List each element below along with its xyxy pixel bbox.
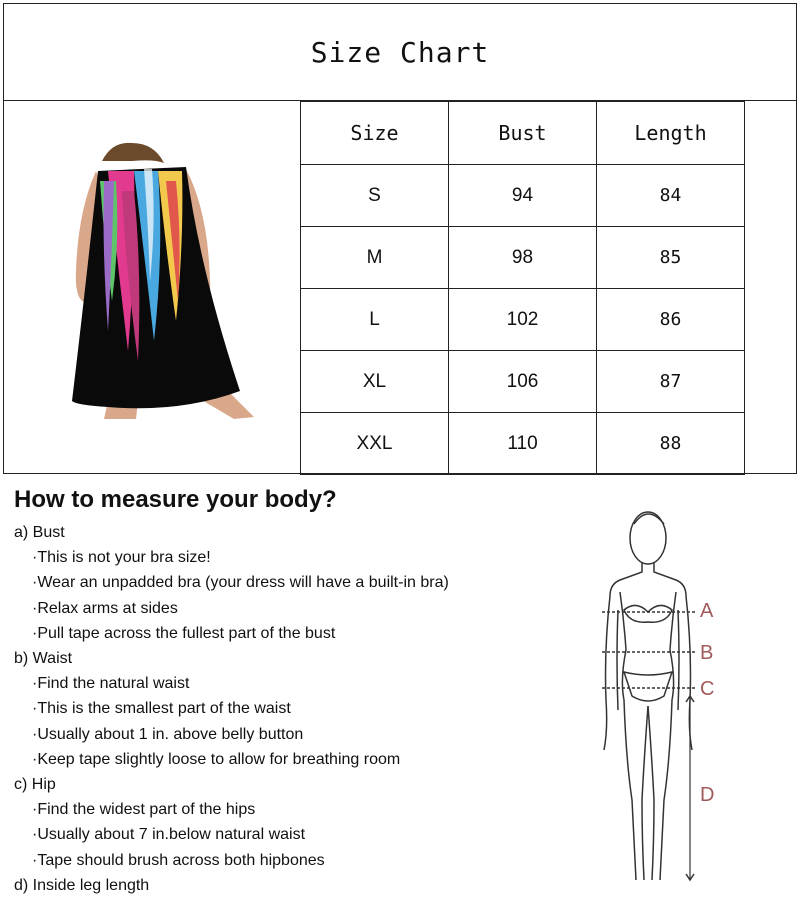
list-item: ·Usually about 7 in.below natural waist [32,826,306,844]
length-cell: 85 [597,227,745,289]
bust-cell: 94 [449,165,597,227]
length-cell: 86 [597,289,745,351]
list-item: ·Relax arms at sides [32,599,178,617]
length-header: Length [597,102,745,165]
body-measure-figure [590,500,730,900]
length-cell: 88 [597,413,745,475]
size-chart-title: Size Chart [310,35,490,69]
length-cell: 84 [597,165,745,227]
list-item: ·Pull tape across the fullest part of the bust [32,624,336,642]
size-table-header-row [301,102,745,165]
label-d: D [700,784,715,806]
list-item: ·This is the smallest part of the waist [32,700,291,718]
label-c: C [700,678,715,700]
measure-heading: How to measure your body? [14,486,337,513]
list-item: ·Usually about 1 in. above belly button [32,725,304,743]
list-item: ·Wear an unpadded bra (your dress will have a built-in bra) [32,574,449,592]
bust-cell: 102 [449,289,597,351]
list-item: ·Tape should brush across both hipbones [32,851,325,869]
size-chart-title-row [4,4,796,101]
section-label-bust: a) Bust [14,524,65,541]
section-label-inside-leg: d) Inside leg length [14,876,150,894]
size-cell: S [301,165,449,227]
size-header: Size [301,102,449,165]
bust-header: Bust [449,102,597,165]
section-label-hip: c) Hip [14,776,56,794]
table-row [301,165,745,227]
size-cell: L [301,289,449,351]
measure-instructions [14,486,574,898]
list-item: ·This is not your bra size! [32,549,211,567]
table-row [301,289,745,351]
size-cell: M [301,227,449,289]
bust-cell: 106 [449,351,597,413]
dress-photo [4,101,300,473]
size-cell: XL [301,351,449,413]
size-table [300,101,745,475]
label-b: B [700,642,714,664]
bust-cell: 98 [449,227,597,289]
list-item: ·Keep tape slightly loose to allow for breathing room [32,750,401,768]
bust-cell: 110 [449,413,597,475]
size-chart [3,3,797,474]
label-a: A [700,600,714,622]
table-row [301,227,745,289]
product-image [4,101,300,473]
list-item: ·Find the natural waist [32,675,190,693]
size-cell: XXL [301,413,449,475]
table-row [301,351,745,413]
section-label-waist: b) Waist [14,650,73,668]
table-row [301,413,745,475]
length-cell: 87 [597,351,745,413]
list-item: ·Find the widest part of the hips [32,801,256,819]
